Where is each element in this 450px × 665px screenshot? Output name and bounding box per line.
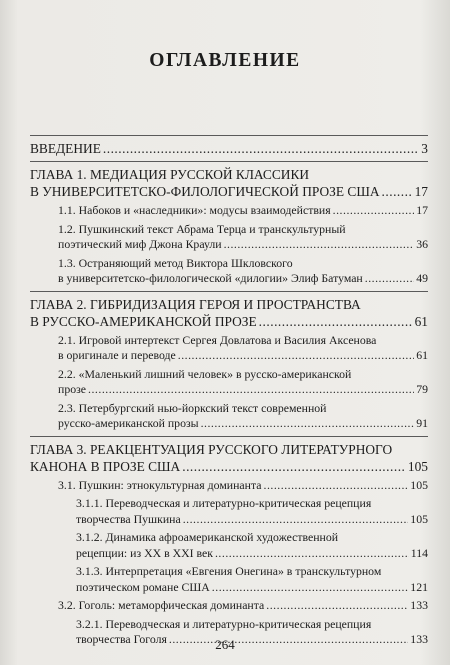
toc-line <box>30 313 428 330</box>
toc-entry-1-1[interactable] <box>30 203 428 219</box>
toc-entry-3-1-1[interactable] <box>30 496 428 527</box>
toc-line <box>58 382 428 398</box>
page-title: ОГЛАВЛЕНИЕ <box>149 50 301 71</box>
toc-line <box>58 271 428 287</box>
toc-page-number: 91 <box>416 416 428 430</box>
toc-entry-label: 3.2.1. Переводческая и литературно-критическая рецепция <box>76 616 372 631</box>
leader-dots <box>88 382 414 398</box>
page-number-footer: 264 <box>215 637 235 652</box>
toc-line <box>58 237 428 253</box>
leader-dots <box>183 512 409 528</box>
toc-entry-1-3[interactable] <box>30 256 428 287</box>
toc-line <box>58 203 428 219</box>
toc-entry-label-cont: поэтическом романе США <box>76 579 210 594</box>
toc-page-number: 133 <box>410 598 428 612</box>
toc-page-number: 3 <box>421 141 428 156</box>
divider <box>30 291 428 292</box>
toc-entry-2-1[interactable] <box>30 333 428 364</box>
toc-entry-3-1-2[interactable] <box>30 530 428 561</box>
toc-entry-label-cont: русско-американской прозы <box>58 416 199 430</box>
leader-dots <box>264 478 409 494</box>
toc-entry-3-1[interactable] <box>30 478 428 494</box>
toc-entry-chapter-2[interactable] <box>30 296 428 330</box>
toc-entry-label: 3.2. Гоголь: метаморфическая доминанта <box>58 598 265 612</box>
toc-page-number: 105 <box>410 477 428 492</box>
leader-dots <box>201 416 415 432</box>
toc-entry-intro[interactable] <box>30 140 428 157</box>
toc-entry-3-2[interactable] <box>30 598 428 614</box>
toc-line <box>76 512 428 528</box>
toc-entry-label: 1.2. Пушкинский текст Абрама Терца и транскультурный <box>58 221 346 236</box>
toc-page-number: 121 <box>410 579 428 594</box>
toc-entry-label-cont: КАНОНА В ПРОЗЕ США <box>30 458 181 474</box>
toc-page-number: 114 <box>410 545 428 560</box>
toc-entry-label: 3.1.3. Интерпретация «Евгения Онегина» в транскультурном <box>76 564 382 578</box>
toc-entry-label: ГЛАВА 3. РЕАКЦЕНТУАЦИЯ РУССКОГО ЛИТЕРАТУРНОГО <box>30 441 393 457</box>
leader-dots <box>382 183 413 200</box>
toc-page-number: 49 <box>416 271 428 285</box>
leader-dots <box>103 140 419 157</box>
toc-entry-label: 2.1. Игровой интертекст Сергея Довлатова и Василия Аксенова <box>58 332 377 347</box>
divider <box>30 436 428 437</box>
toc-page-number: 36 <box>416 237 428 251</box>
toc-entry-3-1-3[interactable] <box>30 564 428 595</box>
toc-page-number: 105 <box>407 458 428 474</box>
toc-line <box>58 478 428 494</box>
leader-dots <box>259 313 413 330</box>
toc-entry-label-cont: в оригинале и переводе <box>58 348 176 362</box>
toc-entry-2-2[interactable] <box>30 367 428 398</box>
toc-page-number: 17 <box>416 203 428 217</box>
toc-page-number: 133 <box>410 632 428 646</box>
toc-entry-label-cont: рецепции: из XX в XXI век <box>76 545 213 560</box>
toc-page-number: 79 <box>416 382 428 396</box>
toc-entry-label: 2.3. Петербургский нью-йоркский текст современной <box>58 400 327 415</box>
leader-dots <box>212 580 409 596</box>
toc-page-number: 61 <box>416 348 428 362</box>
toc-entry-label: ВВЕДЕНИЕ <box>30 141 101 156</box>
toc-line <box>30 458 428 475</box>
toc-line <box>76 546 428 562</box>
toc-entry-label: 3.1.1. Переводческая и литературно-критическая рецепция <box>76 496 372 510</box>
toc-entry-2-3[interactable] <box>30 401 428 432</box>
toc-line <box>58 348 428 364</box>
divider <box>30 135 428 136</box>
toc-line <box>30 140 428 157</box>
toc-page-number: 17 <box>414 184 428 199</box>
toc-entry-label-cont: творчества Гоголя <box>76 632 167 646</box>
toc-entry-label-cont: В УНИВЕРСИТЕТСКО-ФИЛОЛОГИЧЕСКОЙ ПРОЗЕ США <box>30 184 380 199</box>
table-of-contents <box>30 131 428 648</box>
toc-entry-1-2[interactable] <box>30 222 428 253</box>
toc-entry-label: ГЛАВА 1. МЕДИАЦИЯ РУССКОЙ КЛАССИКИ <box>30 167 310 182</box>
toc-entry-label: 2.2. «Маленький лишний человек» в русско-американской <box>58 366 352 381</box>
toc-line <box>30 183 428 200</box>
toc-entry-label-cont: прозе <box>58 382 87 396</box>
leader-dots <box>333 203 415 219</box>
toc-entry-label-cont: поэтический миф Джона Краули <box>58 237 222 251</box>
divider <box>30 161 428 162</box>
leader-dots <box>224 237 415 253</box>
leader-dots <box>182 458 406 475</box>
toc-page-number: 105 <box>410 511 428 526</box>
toc-entry-label: 1.1. Набоков и «наследники»: модусы взаимодействия <box>58 203 331 217</box>
leader-dots <box>215 546 409 562</box>
toc-entry-label: 3.1. Пушкин: этнокультурная доминанта <box>58 477 262 492</box>
toc-entry-label-cont: В РУССКО-АМЕРИКАНСКОЙ ПРОЗЕ <box>30 313 257 329</box>
toc-line <box>58 416 428 432</box>
toc-entry-chapter-3[interactable] <box>30 441 428 475</box>
toc-entry-label-cont: творчества Пушкина <box>76 511 181 526</box>
toc-line <box>76 580 428 596</box>
toc-entry-label-cont: в университетско-филологической «дилогии» Элиф Батуман <box>58 271 363 285</box>
toc-entry-chapter-1[interactable] <box>30 166 428 200</box>
toc-entry-label: 1.3. Остраняющий метод Виктора Шкловского <box>58 255 293 270</box>
toc-entry-label: ГЛАВА 2. ГИБРИДИЗАЦИЯ ГЕРОЯ И ПРОСТРАНСТВА <box>30 296 361 312</box>
toc-page-number: 61 <box>414 313 428 329</box>
leader-dots <box>178 348 414 364</box>
toc-line <box>58 598 428 614</box>
toc-entry-label: 3.1.2. Динамика афроамериканской художественной <box>76 530 339 544</box>
leader-dots <box>266 598 408 614</box>
leader-dots <box>365 271 414 287</box>
